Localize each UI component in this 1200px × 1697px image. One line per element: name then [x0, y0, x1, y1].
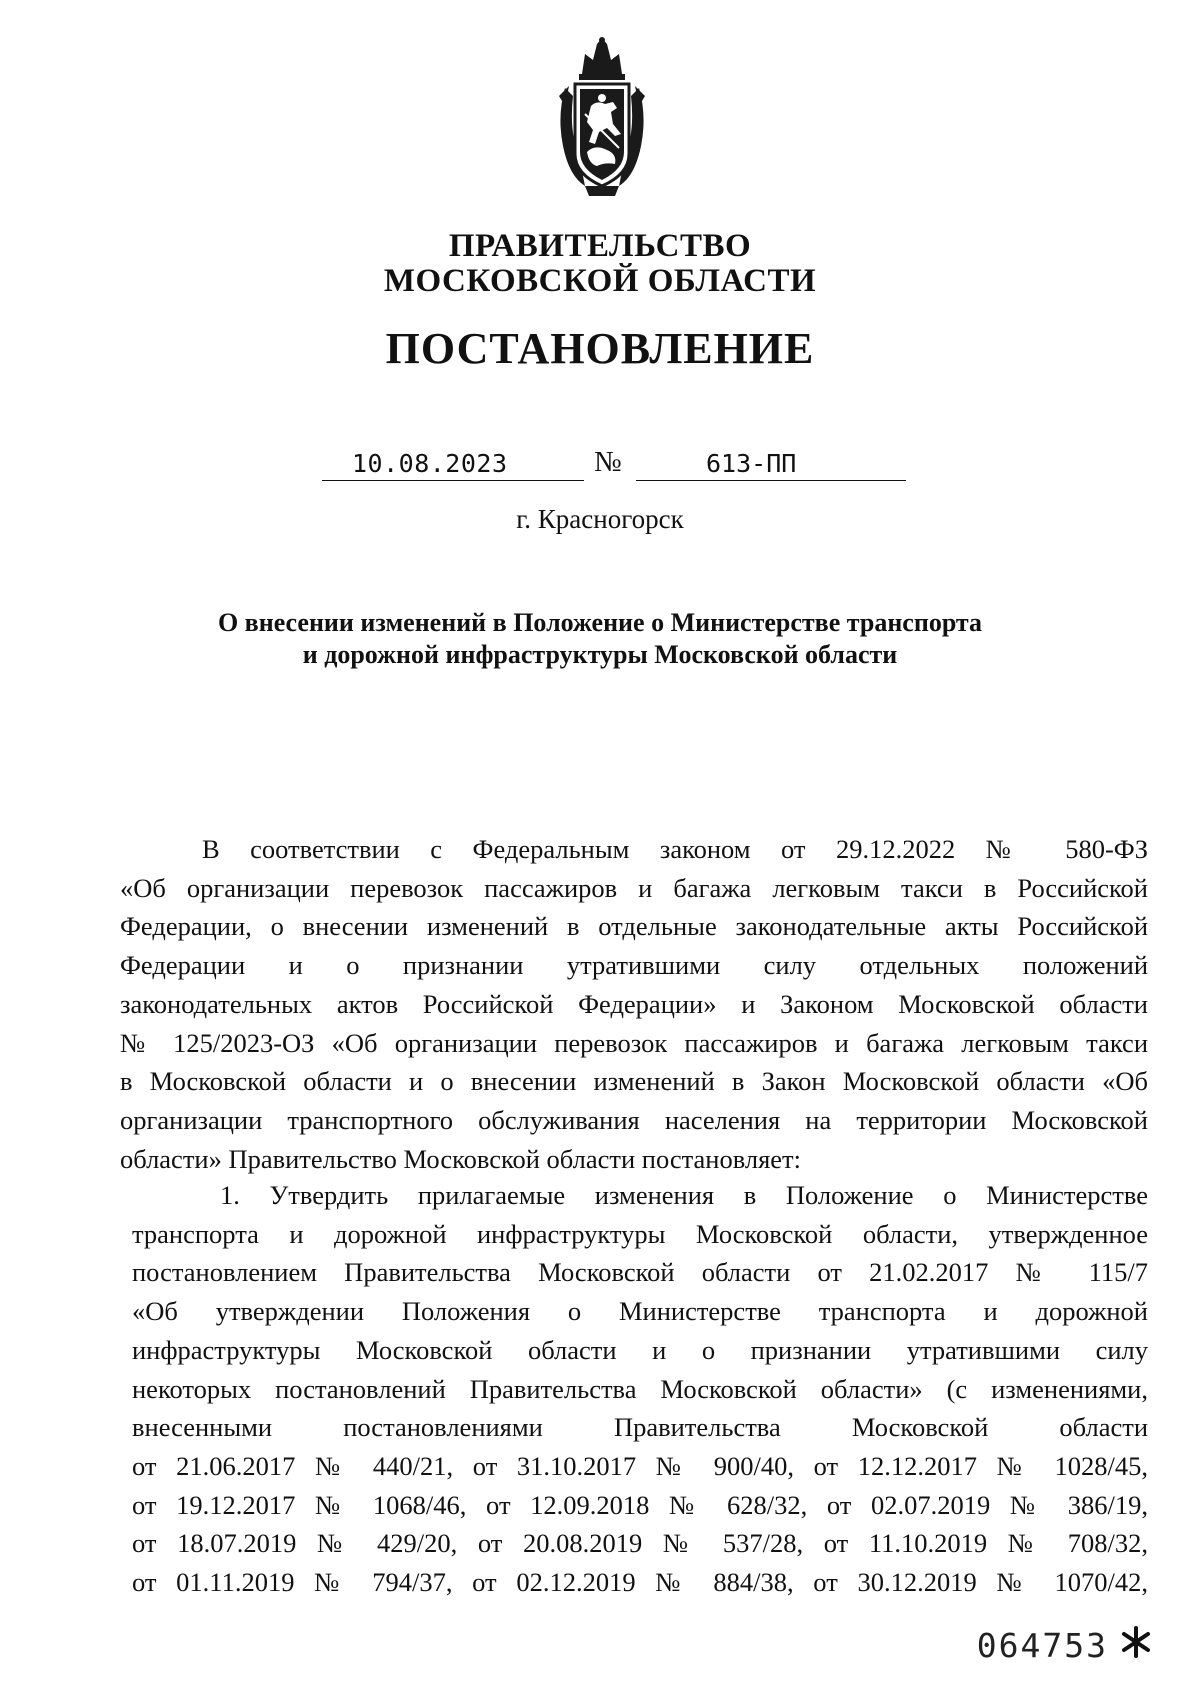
item-1-paragraph: [132, 1176, 1148, 1602]
preamble-paragraph: [120, 830, 1148, 1178]
number-field: [636, 446, 906, 481]
text-line: 1. Утвердить прилагаемые изменения в Положение о Министерстве: [220, 1180, 1148, 1210]
city-name: г. Красногорск: [516, 504, 684, 534]
text-line: области» Правительство Московской области постановляет:: [120, 1143, 802, 1174]
text-line: № 125/2023-ОЗ «Об организации перевозок пассажиров и багажа легковым такси: [120, 1027, 1148, 1058]
text-line: от 19.12.2017 № 1068/46, от 12.09.2018 № 628/32, от 02.07.2019 № 386/19,: [132, 1489, 1148, 1520]
text-line: транспорта и дорожной инфраструктуры Московской области, утвержденное: [132, 1218, 1148, 1249]
document-type-title: ПОСТАНОВЛЕНИЕ: [385, 324, 815, 373]
subject-line2: и дорожной инфраструктуры Московской области: [302, 640, 898, 669]
document-number: 613-ПП: [706, 449, 797, 478]
text-line: «Об утверждении Положения о Министерстве транспорта и дорожной: [132, 1296, 1148, 1327]
asterisk-icon: [1118, 1624, 1154, 1660]
text-line: В соответствии с Федеральным законом от 29.12.2022 № 580-ФЗ: [202, 834, 1148, 864]
text-line: от 18.07.2019 № 429/20, от 20.08.2019 № 537/28, от 11.10.2019 № 708/32,: [132, 1528, 1148, 1559]
text-line: «Об организации перевозок пассажиров и багажа легковым такси в Российской: [120, 872, 1148, 903]
text-line: организации транспортного обслуживания населения на территории Московской: [120, 1104, 1148, 1135]
document-date: 10.08.2023: [352, 449, 508, 478]
date-field: [322, 446, 584, 481]
subject-line1: О внесении изменений в Положение о Министерстве транспорта: [217, 608, 983, 637]
text-line: в Московской области и о внесении изменений в Закон Московской области «Об: [120, 1066, 1148, 1097]
text-line: Федерации и о признании утратившими силу отдельных положений: [120, 950, 1148, 981]
text-line: некоторых постановлений Правительства Московской области» (с изменениями,: [132, 1373, 1148, 1404]
text-line: внесенными постановлениями Правительства Московской области: [132, 1412, 1148, 1443]
form-serial-number: 064753: [976, 1626, 1108, 1665]
text-line: от 21.06.2017 № 440/21, от 31.10.2017 № 900/40, от 12.12.2017 № 1028/45,: [132, 1450, 1148, 1481]
text-line: Федерации, о внесении изменений в отдельные законодательные акты Российской: [120, 911, 1148, 942]
text-line: законодательных актов Российской Федерации» и Законом Московской области: [120, 988, 1148, 1019]
number-sign: №: [594, 446, 622, 478]
text-line: постановлением Правительства Московской области от 21.02.2017 № 115/7: [132, 1257, 1148, 1288]
text-line: инфраструктуры Московской области и о признании утратившими силу: [132, 1334, 1148, 1365]
government-name-line2: МОСКОВСКОЙ ОБЛАСТИ: [383, 263, 817, 299]
date-number-line: [0, 446, 1200, 486]
government-name-line1: ПРАВИТЕЛЬСТВО: [448, 228, 752, 264]
text-line: от 01.11.2019 № 794/37, от 02.12.2019 № 884/38, от 30.12.2019 № 1070/42,: [132, 1567, 1148, 1598]
moscow-oblast-coat-of-arms-icon: [555, 36, 649, 198]
